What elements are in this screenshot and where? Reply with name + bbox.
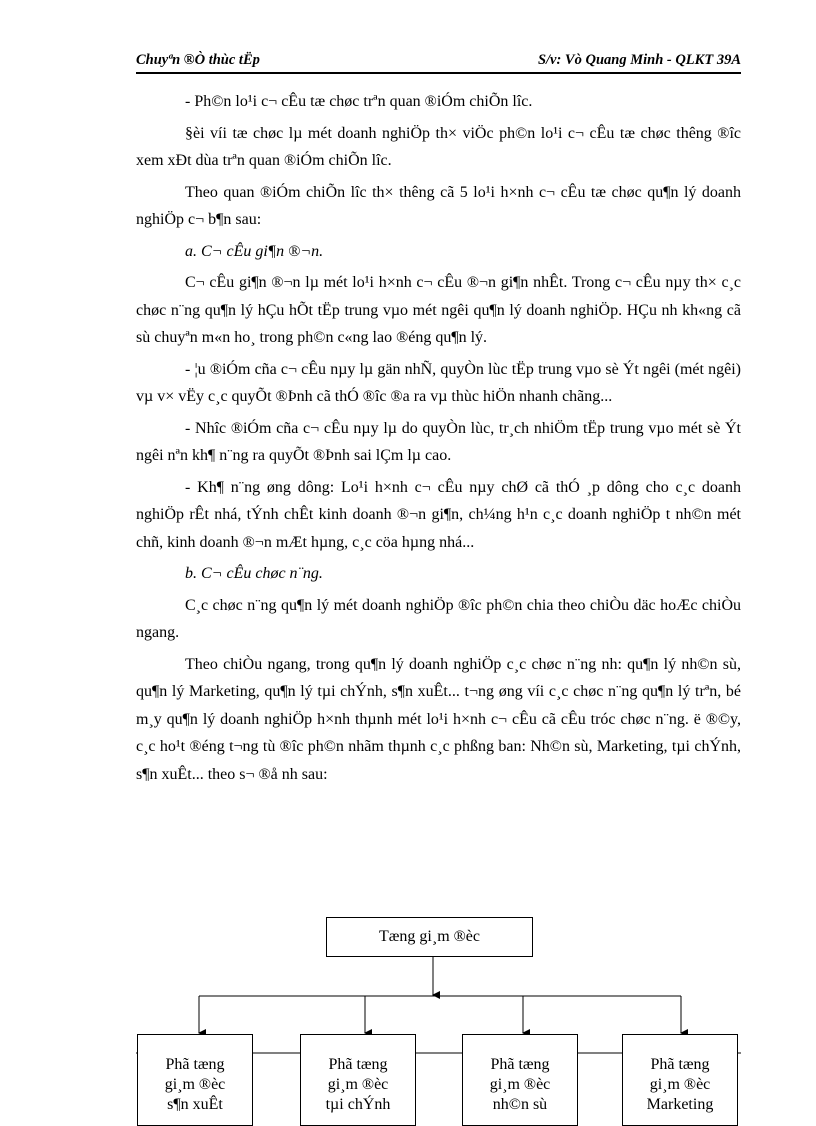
- box-line: gi¸m ®èc: [489, 1076, 551, 1093]
- org-box-hr: [462, 1034, 578, 1126]
- paragraph: - ¦u ®iÓm cña c¬ cÊu nµy lµ gän nhÑ, quyÒn lùc tËp trung vµo sè Ýt ngêi (mét ngêi) vµ v× vËy c¸c quyÕt ®Þnh cã thÓ ®îc ®a ra vµ thùc hiÖn nhanh chãng...: [136, 360, 741, 405]
- org-box-finance: [300, 1034, 416, 1126]
- org-box-marketing: [622, 1034, 738, 1126]
- box-line: Phã tæng: [490, 1056, 550, 1073]
- org-box-production: [137, 1034, 253, 1126]
- paragraph: §èi víi tæ chøc lµ mét doanh nghiÖp th× viÖc ph©n lo¹i c¬ cÊu tæ chøc thêng ®îc xem xÐt dùa trªn quan ®iÓm chiÕn lîc.: [136, 124, 741, 169]
- box-line: Marketing: [646, 1096, 714, 1113]
- box-line: gi¸m ®èc: [649, 1076, 711, 1093]
- paragraph: C¸c chøc n¨ng qu¶n lý mét doanh nghiÖp ®îc ph©n chia theo chiÒu däc hoÆc chiÒu ngang.: [136, 596, 741, 641]
- box-line: s¶n xuÊt: [167, 1096, 223, 1113]
- paragraph: Theo quan ®iÓm chiÕn lîc th× thêng cã 5 lo¹i h×nh c¬ cÊu tæ chøc qu¶n lý doanh nghiÖp c¬ b¶n sau:: [136, 183, 741, 228]
- box-line: nh©n sù: [492, 1096, 548, 1113]
- header-title: Chuyªn ®Ò thùc tËp: [136, 52, 260, 68]
- paragraph: - Nhîc ®iÓm cña c¬ cÊu nµy lµ do quyÒn lùc, tr¸ch nhiÖm tËp trung vµo mét sè Ýt ngêi nªn kh¶ n¨ng ra quyÕt ®Þnh sai lÇm lµ cao.: [136, 419, 741, 464]
- box-line: Phã tæng: [165, 1056, 225, 1073]
- header-author: S/v: Vò Quang Minh - QLKT 39A: [537, 52, 741, 68]
- box-line: gi¸m ®èc: [164, 1076, 226, 1093]
- box-line: Phã tæng: [650, 1056, 710, 1073]
- box-line: Phã tæng: [328, 1056, 388, 1073]
- subheading: b. C¬ cÊu chøc n¨ng.: [185, 565, 323, 582]
- paragraph: - Ph©n lo¹i c¬ cÊu tæ chøc trªn quan ®iÓm chiÕn lîc.: [185, 93, 533, 110]
- subheading: a. C¬ cÊu gi¶n ®¬n.: [185, 242, 324, 260]
- paragraph: Theo chiÒu ngang, trong qu¶n lý doanh nghiÖp c¸c chøc n¨ng nh: qu¶n lý nh©n sù, qu¶n lý Marketing, qu¶n lý tµi chÝnh, s¶n xuÊt... t¬ng øng víi c¸c chøc n¨ng qu¶n lý trªn, bé m¸y qu¶n lý doanh nghiÖp h×nh thµnh mét lo¹i h×nh c¬ cÊu cã cÊu tróc chøc n¨ng. ë ®©y, c¸c ho¹t ®éng t¬ng tù ®îc ph©n nhãm thµnh c¸c phßng ban: Nh©n sù, Marketing, tµi chÝnh, s¶n xuÊt... theo s¬ ®å nh sau:: [136, 655, 741, 783]
- box-line: tµi chÝnh: [325, 1096, 391, 1113]
- org-box-ceo: Tæng gi¸m ®èc: [326, 917, 533, 957]
- paragraph: - Kh¶ n¨ng øng dông: Lo¹i h×nh c¬ cÊu nµy chØ cã thÓ ¸p dông cho c¸c doanh nghiÖp rÊt nhá, tÝnh chÊt kinh doanh ®¬n gi¶n, ch¼ng h¹n c¸c doanh nghiÖp t nh©n mét chñ, kinh doanh ®¬n mÆt hµng, c¸c cöa hµng nhá...: [136, 478, 741, 551]
- box-line: gi¸m ®èc: [327, 1076, 389, 1093]
- paragraph: C¬ cÊu gi¶n ®¬n lµ mét lo¹i h×nh c¬ cÊu ®¬n gi¶n nhÊt. Trong c¬ cÊu nµy th× c¸c chøc n¨ng qu¶n lý hÇu hÕt tËp trung vµo mét ngêi qu¶n lý doanh nghiÖp. HÇu nh kh«ng cã sù chuyªn m«n ho¸ trong ph©n c«ng lao ®éng qu¶n lý.: [136, 274, 741, 346]
